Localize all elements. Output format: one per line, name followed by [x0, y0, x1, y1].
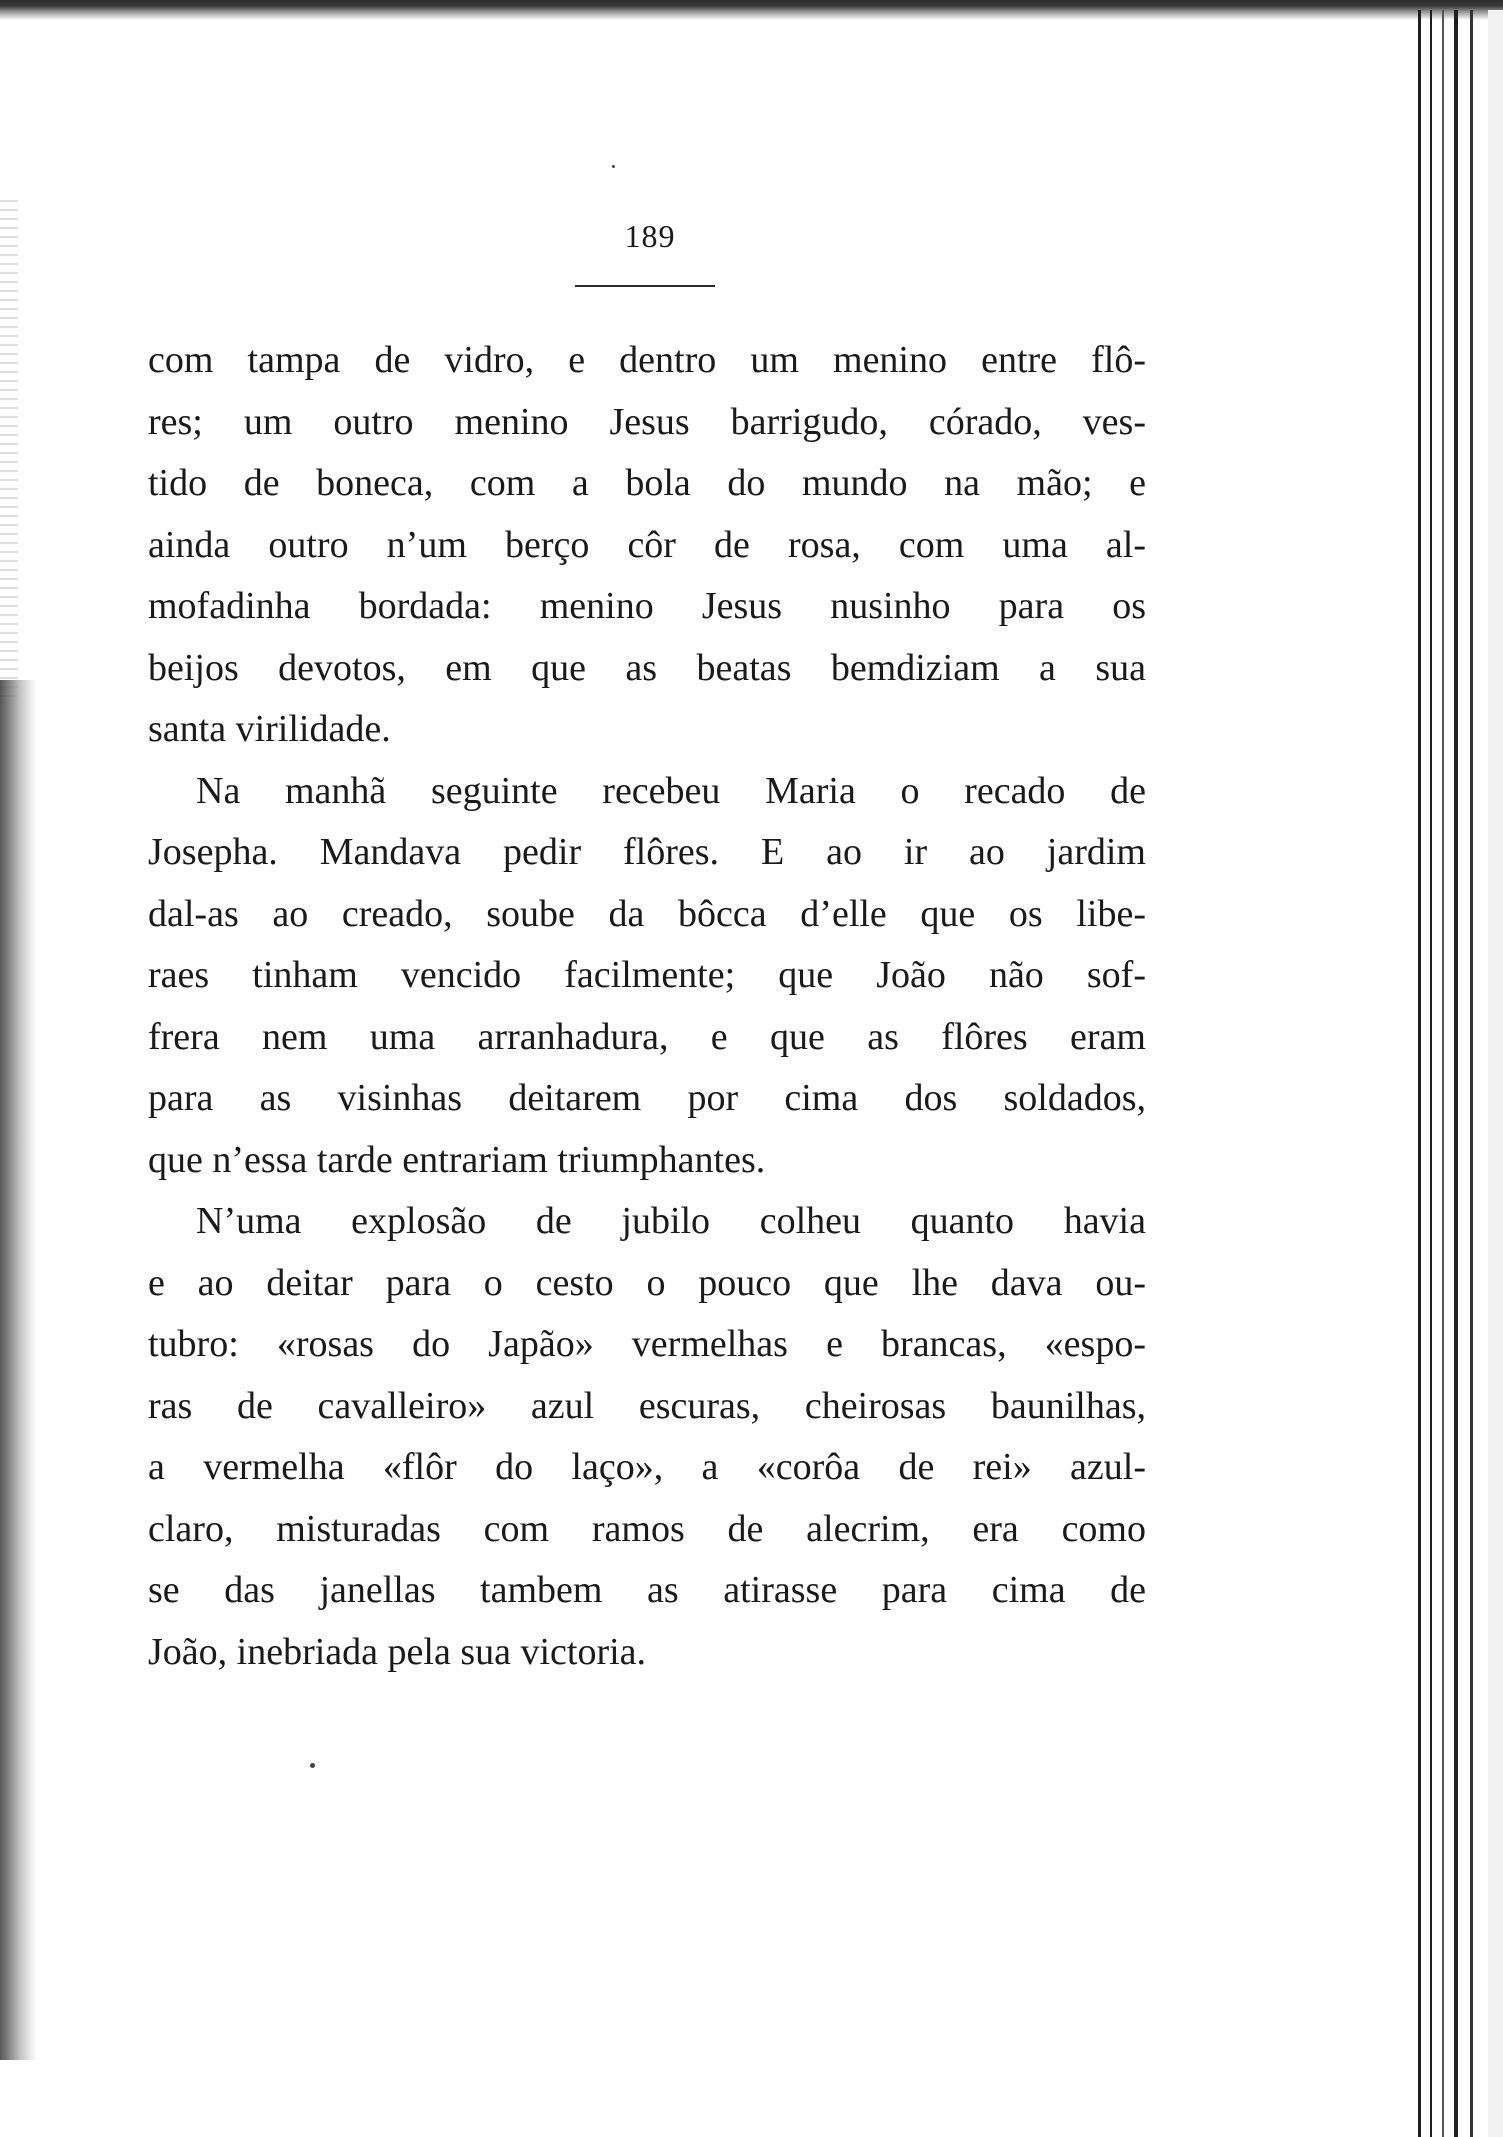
text-line: com tampa de vidro, e dentro um menino entre flô-	[148, 339, 1146, 381]
edge-line	[1418, 10, 1421, 2137]
edge-line	[1454, 10, 1458, 2137]
text-line: frera nem uma arranhadura, e que as flôres eram	[148, 1015, 1146, 1058]
scan-speck	[612, 165, 615, 168]
edge-fill	[1488, 10, 1503, 2137]
scan-left-shadow	[0, 680, 36, 2060]
scan-left-speckle	[0, 200, 18, 700]
text-line: claro, misturadas com ramos de alecrim, era como	[148, 1507, 1146, 1550]
text-line: se das janellas tambem as atirasse para cima de	[148, 1569, 1146, 1611]
text-line: raes tinham vencido facilmente; que João não sof-	[148, 954, 1146, 996]
text-line: Na manhã seguinte recebeu Maria o recado de	[196, 769, 1146, 812]
text-line: tubro: «rosas do Japão» vermelhas e brancas, «espo-	[148, 1323, 1146, 1365]
text-line: N’uma explosão de jubilo colheu quanto havia	[196, 1200, 1146, 1242]
text-line: tido de boneca, com a bola do mundo na mão; e	[148, 462, 1146, 504]
text-line: que n’essa tarde entrariam triumphantes.	[148, 1138, 766, 1181]
edge-line	[1470, 10, 1473, 2137]
text-line: para as visinhas deitarem por cima dos soldados,	[148, 1077, 1146, 1119]
scan-top-edge	[0, 0, 1503, 20]
edge-line	[1430, 10, 1432, 2137]
text-line: a vermelha «flôr do laço», a «corôa de rei» azul-	[148, 1446, 1146, 1488]
text-line: João, inebriada pela sua victoria.	[148, 1630, 647, 1673]
text-line: e ao deitar para o cesto o pouco que lhe dava ou-	[148, 1261, 1146, 1304]
header-rule	[575, 285, 715, 287]
scan-speck	[310, 1763, 315, 1768]
text-line: santa virilidade.	[148, 708, 391, 750]
text-line: res; um outro menino Jesus barrigudo, córado, ves-	[148, 400, 1146, 443]
text-line: Josepha. Mandava pedir flôres. E ao ir ao jardim	[148, 831, 1146, 873]
text-line: ainda outro n’um berço côr de rosa, com uma al-	[148, 523, 1146, 566]
text-line: ras de cavalleiro» azul escuras, cheirosas baunilhas,	[148, 1384, 1146, 1427]
body-text	[148, 330, 1146, 1683]
text-line: mofadinha bordada: menino Jesus nusinho para os	[148, 585, 1146, 627]
edge-line	[1442, 10, 1444, 2137]
page-number: 189	[624, 218, 676, 254]
text-line: beijos devotos, em que as beatas bemdiziam a sua	[148, 646, 1146, 689]
scan-right-edge	[1408, 10, 1503, 2137]
text-line: dal-as ao creado, soube da bôcca d’elle que os libe-	[148, 892, 1146, 935]
